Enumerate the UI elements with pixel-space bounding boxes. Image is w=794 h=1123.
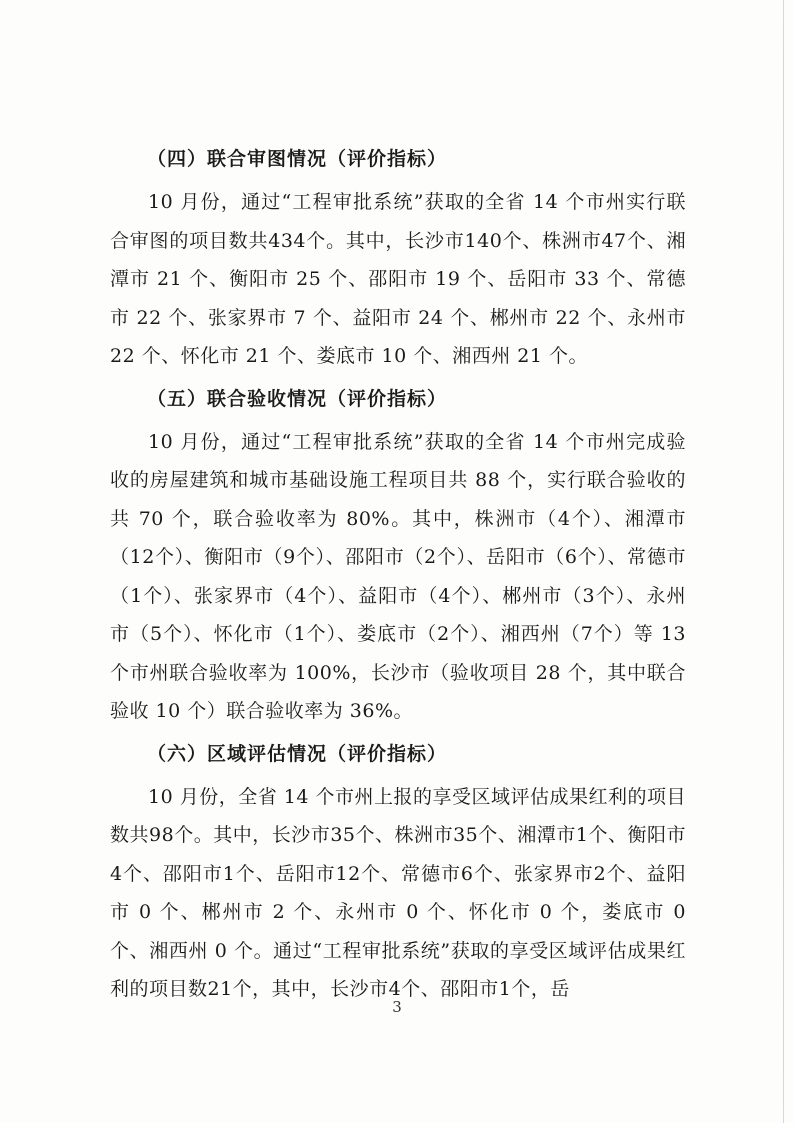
- page-content: [110, 136, 686, 1009]
- section-heading-4: （四）联合审图情况（评价指标）: [147, 148, 448, 170]
- section-heading-5: （五）联合验收情况（评价指标）: [147, 387, 448, 410]
- section-body-6: 10 月份，全省 14 个市州上报的享受区域评估成果红利的项目数共98个。其中，长沙市35个、株洲市35个、湘潭市1个、衡阳市4个、邵阳市1个、岳阳市12个、常德市6个、张家界市2个、益阳市 0 个、郴州市 2 个、永州市 0 个、怀化市 0 个，娄底市 0 个、湘西州 0 个。通过“工程审批系统”获取的享受区域评估成果红利的项目数21个，其中，长沙市4个、邵阳市1个，岳: [110, 785, 686, 1000]
- page-number: 3: [392, 998, 402, 1016]
- section-body-5: 10 月份，通过“工程审批系统”获取的全省 14 个市州完成验收的房屋建筑和城市基础设施工程项目共 88 个，实行联合验收的共 70 个，联合验收率为 80%。其中，株洲市（4个）、湘潭市（12个）、衡阳市（9个）、邵阳市（2个）、岳阳市（6个）、常德市（1个）、张家界市（4个）、益阳市（4个）、郴州市（3个）、永州市（5个）、怀化市（1个）、娄底市（2个）、湘西州（7个）等 13 个市州联合验收率为 100%，长沙市（验收项目 28 个，其中联合验收 10 个）联合验收率为 36%。: [110, 430, 686, 722]
- section-heading-6: （六）区域评估情况（评价指标）: [147, 742, 448, 765]
- section-body-4: 10 月份，通过“工程审批系统”获取的全省 14 个市州实行联合审图的项目数共434个。其中，长沙市140个、株洲市47个、湘潭市 21 个、衡阳市 25 个、邵阳市 19 个、岳阳市 33 个、常德市 22 个、张家界市 7 个、益阳市 24 个、郴州市 22 个、永州市 22 个、怀化市 21 个、娄底市 10 个、湘西州 21 个。: [110, 191, 686, 367]
- scan-edge-line: [783, 0, 784, 1123]
